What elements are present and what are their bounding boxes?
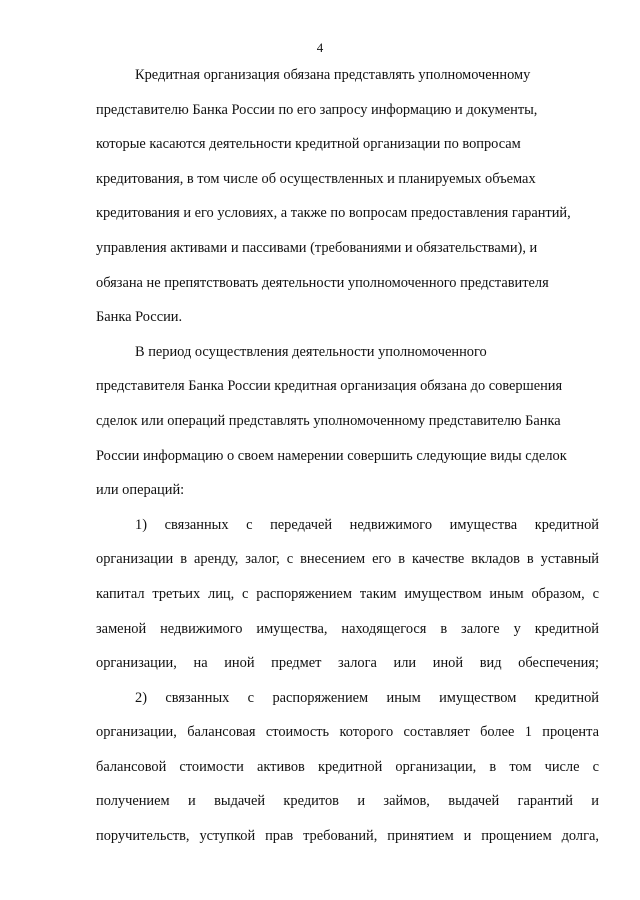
text-line: поручительств, уступкой прав требований, принятием и прощением долга, bbox=[96, 828, 599, 845]
text-line: кредитования и его условиях, а также по вопросам предоставления гарантий, bbox=[96, 205, 571, 222]
text-line: организации, балансовая стоимость которого составляет более 1 процента bbox=[96, 724, 599, 741]
text-line: 1) связанных с передачей недвижимого имущества кредитной bbox=[135, 516, 599, 533]
text-line: капитал третьих лиц, с распоряжением таким имуществом иным образом, с bbox=[96, 585, 599, 602]
text-line: которые касаются деятельности кредитной организации по вопросам bbox=[96, 136, 521, 153]
text-line: В период осуществления деятельности уполномоченного bbox=[135, 343, 487, 360]
text-line: Кредитная организация обязана представлять уполномоченному bbox=[135, 67, 531, 83]
document-body bbox=[96, 58, 599, 854]
text-line: 2) связанных с распоряжением иным имуществом кредитной bbox=[135, 689, 599, 706]
text-line: или операций: bbox=[96, 482, 185, 499]
text-line: представителя Банка России кредитная организация обязана до совершения bbox=[96, 378, 563, 395]
paragraph-transaction-notice bbox=[96, 335, 599, 508]
text-line: сделок или операций представлять уполномоченному представителю Банка bbox=[96, 412, 561, 429]
text-line: заменой недвижимого имущества, находящегося в залоге у кредитной bbox=[96, 620, 599, 637]
list-item-2-other-property bbox=[96, 681, 599, 854]
text-line: представителю Банка России по его запросу информацию и документы, bbox=[96, 101, 538, 118]
text-line: кредитования, в том числе об осуществленных и планируемых объемах bbox=[96, 170, 536, 187]
text-line: балансовой стоимости активов кредитной организации, в том числе с bbox=[96, 758, 599, 775]
paragraph-credit-org-obligations bbox=[96, 58, 599, 335]
text-line: управления активами и пассивами (требованиями и обязательствами), и bbox=[96, 239, 538, 256]
page-number: 4 bbox=[316, 40, 324, 55]
text-line: организации, на иной предмет залога или иной вид обеспечения; bbox=[96, 655, 599, 672]
text-line: Банка России. bbox=[96, 309, 183, 326]
text-line: получением и выдачей кредитов и займов, выдачей гарантий и bbox=[96, 793, 599, 810]
text-line: России информацию о своем намерении совершить следующие виды сделок bbox=[96, 447, 567, 464]
list-item-1-real-estate bbox=[96, 508, 599, 681]
text-line: обязана не препятствовать деятельности уполномоченного представителя bbox=[96, 274, 549, 291]
text-line: организации в аренду, залог, с внесением его в качестве вкладов в уставный bbox=[96, 551, 599, 568]
